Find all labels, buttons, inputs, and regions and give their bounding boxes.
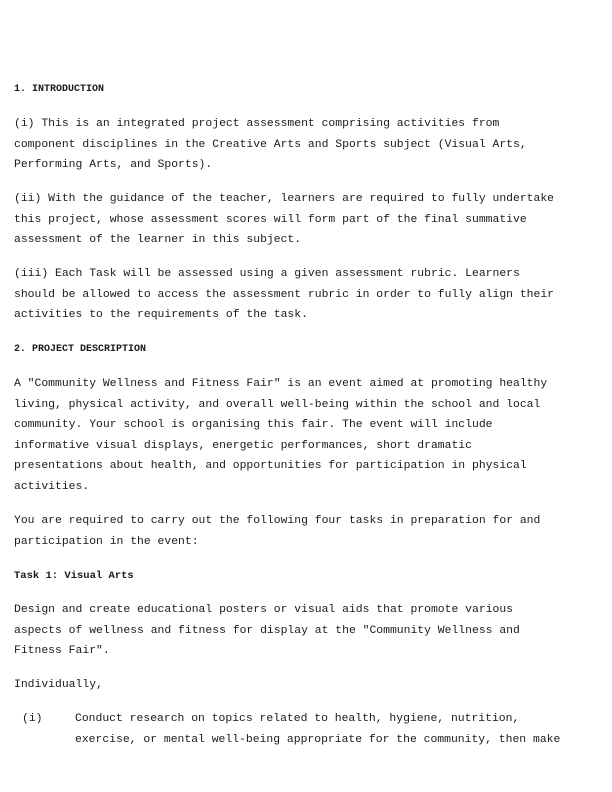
list-item-marker: (i) <box>22 713 43 725</box>
intro-paragraph-2: (ii) With the guidance of the teacher, learners are required to fully undertake this project, whose assessment scores will form part of the final summative assessment of the learner in this subject. <box>14 193 555 246</box>
task-1-description: Design and create educational posters or visual aids that promote various aspects of wellness and fitness for display at the "Community Wellness and Fitness Fair". <box>14 604 520 657</box>
task-1-individually-label: Individually, <box>14 679 103 691</box>
project-description-paragraph: A "Community Wellness and Fitness Fair" is an event aimed at promoting healthy living, physical activity, and overall well-being within the school and local community. Your school is organising this fair. The event will include informative visual displays, energetic performances, short dramatic presentations about health, and opportunities for participation in physical activities. <box>14 378 548 493</box>
section-heading-project-description: 2. PROJECT DESCRIPTION <box>14 344 147 355</box>
intro-paragraph-3: (iii) Each Task will be assessed using a given assessment rubric. Learners should be allowed to access the assessment rubric in order to fully align their activities to the requirements of the task. <box>14 268 555 321</box>
task-1-heading: Task 1: Visual Arts <box>14 570 134 582</box>
section-heading-introduction: 1. INTRODUCTION <box>14 84 105 95</box>
list-item-text: Conduct research on topics related to health, hygiene, nutrition, exercise, or mental well-being appropriate for the community, then make <box>75 713 561 746</box>
intro-paragraph-1: (i) This is an integrated project assessment comprising activities from component disciplines in the Creative Arts and Sports subject (Visual Arts, Performing Arts, and Sports). <box>14 118 527 171</box>
tasks-intro-paragraph: You are required to carry out the following four tasks in preparation for and participation in the event: <box>14 515 541 548</box>
